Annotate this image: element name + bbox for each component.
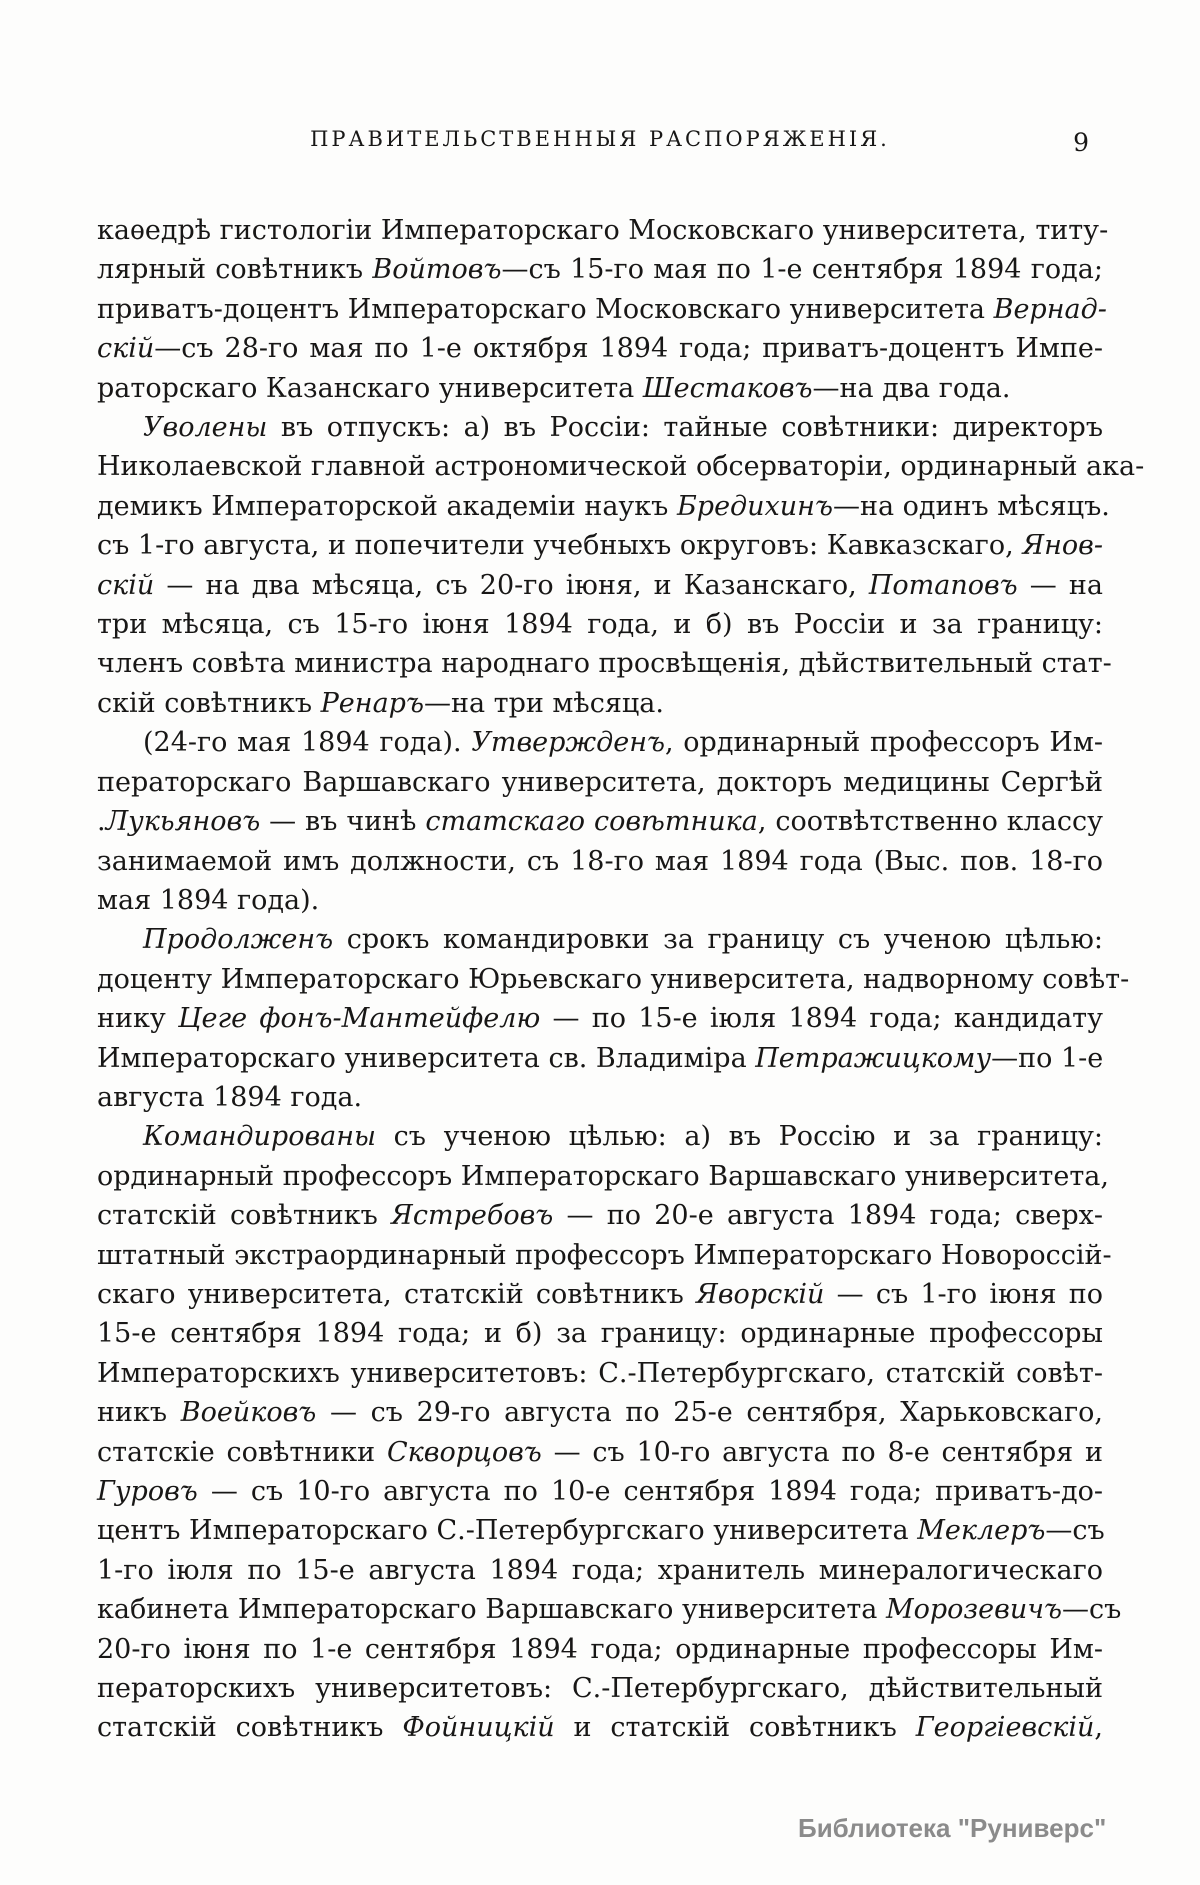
italic-text: Гуровъ <box>97 1476 198 1507</box>
italic-text: Скворцовъ <box>386 1436 542 1468</box>
body-text: мая 1894 года). <box>97 884 320 916</box>
text-line <box>97 1630 1103 1669</box>
body-text: раторскаго Казанскаго университета <box>97 372 643 404</box>
body-text: — по 20-е августа 1894 года; сверх- <box>553 1200 1104 1232</box>
italic-text: скій <box>97 569 155 601</box>
body-text: срокъ командировки за границу съ ученою цѣлью: <box>333 924 1103 956</box>
body-text: — съ 29-го августа по 25-е сентября, Харьковскаго, <box>316 1397 1104 1429</box>
body-text: съ 1-го августа, и попечители учебныхъ округовъ: Кавказскаго, <box>97 530 1023 562</box>
italic-text: Уволены <box>143 412 268 444</box>
italic-text: Потаповъ <box>868 569 1018 601</box>
page-number: 9 <box>1073 128 1089 157</box>
text-line <box>97 526 1103 565</box>
text-line <box>97 369 1103 408</box>
body-text: ператорскаго Варшавскаго университета, докторъ медицины Сергѣй <box>97 766 1103 798</box>
italic-text: Лукьяновъ <box>105 806 261 838</box>
body-text: въ отпускъ: а) въ Россіи: тайные совѣтники: директоръ <box>267 412 1103 444</box>
text-line <box>97 329 1103 368</box>
body-text: скій совѣтникъ <box>97 687 321 719</box>
text-line <box>97 1117 1103 1156</box>
body-text: —на три мѣсяца. <box>423 687 664 719</box>
text-line <box>97 1157 1109 1196</box>
running-head <box>97 127 1103 157</box>
body-text: 15-е сентября 1894 года; и б) за границу: ординарные профессоры <box>97 1318 1103 1350</box>
body-text: , <box>1094 1712 1103 1744</box>
text-line <box>97 1354 1103 1393</box>
text-line <box>97 842 1103 881</box>
library-watermark: Библиотека "Руниверс" <box>798 1813 1107 1843</box>
body-text: Николаевской главной астрономической обсерваторіи, ординарный ака- <box>97 451 1145 483</box>
body-text: — на <box>1017 569 1104 601</box>
text-line <box>97 1196 1103 1235</box>
text-line <box>97 999 1103 1038</box>
italic-text: скій <box>97 333 155 365</box>
italic-text: Янов- <box>1022 530 1103 562</box>
body-text: —съ 28-го мая по 1-е октября 1894 года; приватъ-доцентъ Импе- <box>154 333 1103 365</box>
text-line <box>97 1039 1103 1078</box>
body-text: съ ученою цѣлью: а) въ Россію и за границу: <box>376 1121 1103 1153</box>
text-line <box>97 250 1103 289</box>
body-text: центъ Императорскаго С.-Петербургскаго университета <box>97 1515 918 1547</box>
italic-text: Войтовъ <box>372 254 502 286</box>
italic-text: Ренаръ <box>320 687 424 719</box>
text-line <box>97 1314 1103 1353</box>
italic-text: Морозевичъ <box>885 1594 1063 1626</box>
text-line <box>97 487 1110 526</box>
text-line <box>97 763 1103 802</box>
text-line <box>97 920 1103 959</box>
body-text: членъ совѣта министра народнаго просвѣщенія, дѣйствительный стат- <box>97 648 1112 680</box>
text-line <box>97 290 1107 329</box>
body-text: —по 1-е <box>991 1042 1104 1074</box>
text-line <box>97 447 1145 486</box>
text-line <box>97 1511 1103 1550</box>
text-line <box>97 1078 1103 1117</box>
italic-text: Вернад- <box>993 293 1107 325</box>
text-line <box>97 211 1109 250</box>
body-text: каѳедрѣ гистологіи Императорскаго Московскаго университета, титу- <box>97 215 1109 246</box>
text-line <box>97 1708 1103 1747</box>
body-text: —съ <box>1045 1515 1105 1547</box>
body-text: августа 1894 года. <box>97 1081 363 1113</box>
text-block <box>97 211 1145 1748</box>
body-text: лярный совѣтникъ <box>97 254 373 286</box>
body-text: три мѣсяца, съ 15-го іюня 1894 года, и б) въ Россіи и за границу: <box>97 609 1103 641</box>
italic-text: Ястребовъ <box>391 1200 554 1232</box>
body-text: — на два мѣсяца, съ 20-го іюня, и Казанскаго, <box>154 569 869 601</box>
body-text: — по 15-е іюля 1894 года; кандидату <box>540 1003 1103 1035</box>
body-text: Императорскихъ университетовъ: С.-Петербургскаго, статскій совѣт- <box>97 1357 1103 1389</box>
text-line <box>97 605 1103 644</box>
italic-text: Георгіевскій <box>915 1712 1095 1744</box>
italic-text: Шестаковъ <box>642 372 813 404</box>
text-line <box>97 684 1103 723</box>
text-line <box>97 960 1130 999</box>
body-text: . <box>97 806 106 838</box>
italic-text: Фойницкій <box>402 1712 555 1744</box>
italic-text: Цеге фонъ-Мантейфелю <box>178 1003 541 1035</box>
italic-text: Меклеръ <box>917 1515 1046 1547</box>
text-line <box>97 1669 1103 1708</box>
body-text: и статскій совѣтникъ <box>554 1712 916 1744</box>
text-line <box>97 1393 1103 1432</box>
body-text: занимаемой имъ должности, съ 18-го мая 1894 года (Выс. пов. 18-го <box>97 845 1103 877</box>
italic-text: Яворскій <box>696 1278 825 1310</box>
text-line <box>97 802 1103 841</box>
body-text: —на одинъ мѣсяцъ. <box>832 490 1110 522</box>
body-text: приватъ-доцентъ Императорскаго Московскаго университета <box>97 293 994 325</box>
body-text: , ординарный профессоръ Им- <box>665 727 1103 759</box>
body-text: ординарный профессоръ Императорскаго Варшавскаго университета, <box>97 1160 1109 1192</box>
text-line <box>97 881 1103 920</box>
italic-text: статскаго совѣтника <box>425 806 758 838</box>
body-text: 1-го іюля по 15-е августа 1894 года; хранитель минералогическаго <box>97 1554 1103 1586</box>
body-text: — въ чинѣ <box>260 806 426 838</box>
italic-text: Командированы <box>143 1121 377 1153</box>
body-text: кабинета Императорскаго Варшавскаго университета <box>97 1594 886 1626</box>
body-text: статскій совѣтникъ <box>97 1200 392 1232</box>
body-text: , соотвѣтственно классу <box>757 806 1103 838</box>
italic-text: Утвержденъ <box>471 727 665 759</box>
text-line <box>97 408 1103 447</box>
body-text: — съ 1-го іюня по <box>824 1278 1103 1310</box>
body-text: —съ <box>1062 1594 1122 1626</box>
text-line <box>97 566 1103 605</box>
body-text: доценту Императорскаго Юрьевскаго университета, надворному совѣт- <box>97 963 1130 995</box>
body-text: — съ 10-го августа по 10-е сентября 1894 года; приватъ-до- <box>197 1476 1103 1507</box>
body-text: ператорскихъ университетовъ: С.-Петербургскаго, дѣйствительный <box>97 1673 1103 1705</box>
text-line <box>97 1551 1103 1590</box>
text-line <box>97 1275 1103 1314</box>
text-line <box>97 723 1103 762</box>
italic-text: Продолженъ <box>143 924 334 956</box>
italic-text: Воейковъ <box>180 1397 317 1429</box>
body-text: нику <box>97 1003 178 1035</box>
text-line <box>97 1590 1122 1629</box>
body-text: статскіе совѣтники <box>97 1436 387 1468</box>
body-text: (24-го мая 1894 года). <box>143 727 472 759</box>
text-line <box>97 1472 1103 1511</box>
body-text: 20-го іюня по 1-е сентября 1894 года; ординарные профессоры Им- <box>97 1633 1103 1665</box>
italic-text: Петражицкому <box>755 1042 992 1074</box>
italic-text: Бредихинъ <box>676 490 833 522</box>
body-text: статскій совѣтникъ <box>97 1712 403 1744</box>
text-line <box>97 1433 1103 1472</box>
page-header-title: ПРАВИТЕЛЬСТВЕННЫЯ РАСПОРЯЖЕНІЯ. <box>310 127 890 151</box>
text-line <box>97 644 1112 683</box>
body-text: штатный экстраординарный профессоръ Императорскаго Новороссій- <box>97 1239 1112 1271</box>
body-text: демикъ Императорской академіи наукъ <box>97 490 677 522</box>
body-text: никъ <box>97 1397 181 1429</box>
body-text: скаго университета, статскій совѣтникъ <box>97 1278 697 1310</box>
body-text: —на два года. <box>812 372 1011 404</box>
body-text: Императорскаго университета св. Владиміра <box>97 1042 756 1074</box>
body-text: —съ 15-го мая по 1-е сентября 1894 года; <box>501 254 1103 286</box>
text-line <box>97 1236 1112 1275</box>
body-text: — съ 10-го августа по 8-е сентября и <box>541 1436 1103 1468</box>
